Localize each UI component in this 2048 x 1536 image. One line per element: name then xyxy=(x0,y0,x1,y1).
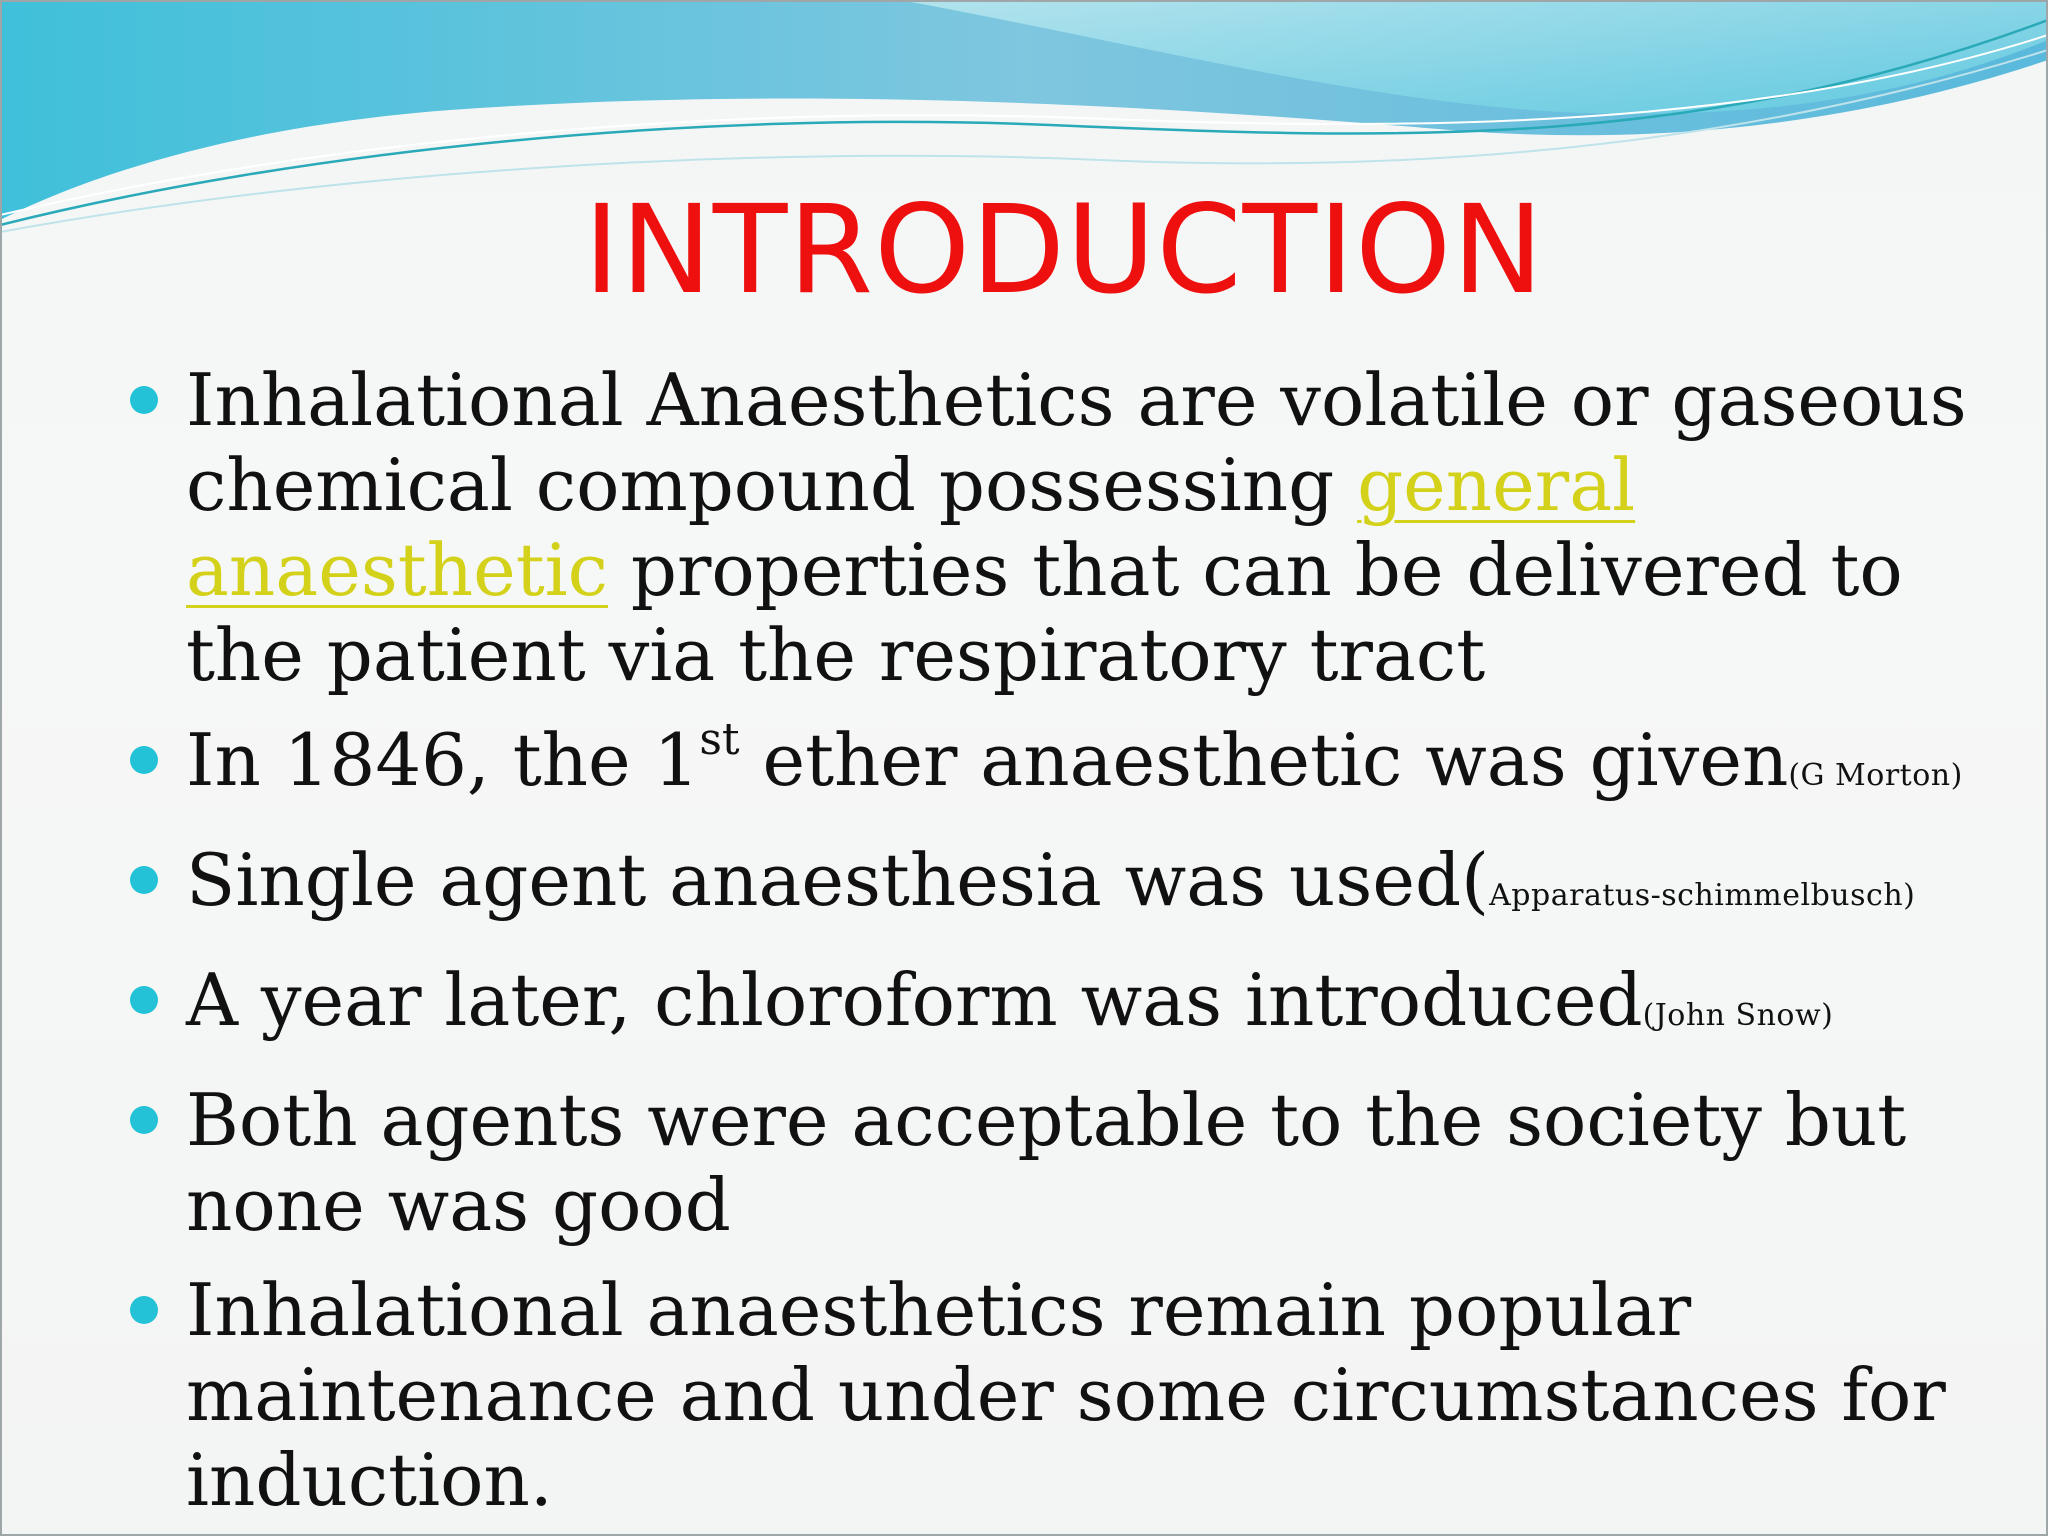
bullet-dot-icon xyxy=(130,1296,158,1324)
ordinal-superscript: st xyxy=(699,714,740,765)
bullet-dot-icon xyxy=(130,386,158,414)
bullet-item-both-agents xyxy=(130,1078,2010,1248)
bullet-text: Both agents were acceptable to the society but none was good xyxy=(186,1078,1907,1247)
bullet-item-1846 xyxy=(130,714,2010,818)
general-anaesthetic-link[interactable]: general anaesthetic xyxy=(186,443,1636,612)
bullet-text: Inhalational anaesthetics remain popular maintenance and under some circumstances for induction. xyxy=(186,1268,1946,1522)
bullet-text: Single agent anaesthesia was used( xyxy=(186,838,1490,922)
bullet-item-single-agent xyxy=(130,838,2010,938)
bullet-dot-icon xyxy=(130,866,158,894)
citation-note: Apparatus-schimmelbusch) xyxy=(1489,878,1916,913)
bullet-dot-icon xyxy=(130,1106,158,1134)
slide-title: INTRODUCTION xyxy=(583,179,1545,321)
bullet-text-continued: properties that can be delivered to the patient via the respiratory tract xyxy=(186,528,1903,697)
bullet-text: Inhalational Anaesthetics are volatile or gaseous chemical compound possessing xyxy=(186,358,1967,527)
bullet-text: In 1846, the 1 xyxy=(186,718,700,802)
bullet-dot-icon xyxy=(130,746,158,774)
bullet-item-chloroform xyxy=(130,958,2010,1058)
citation-note: (G Morton) xyxy=(1788,758,1963,793)
bullet-text: A year later, chloroform was introduced xyxy=(186,958,1643,1042)
bullet-dot-icon xyxy=(130,986,158,1014)
bullet-text-continued: ether anaesthetic was given xyxy=(739,718,1789,802)
bullet-item-popular xyxy=(130,1268,2010,1523)
citation-note: (John Snow) xyxy=(1642,998,1834,1033)
bullet-list xyxy=(130,358,2010,1536)
bullet-item-definition xyxy=(130,358,2010,698)
